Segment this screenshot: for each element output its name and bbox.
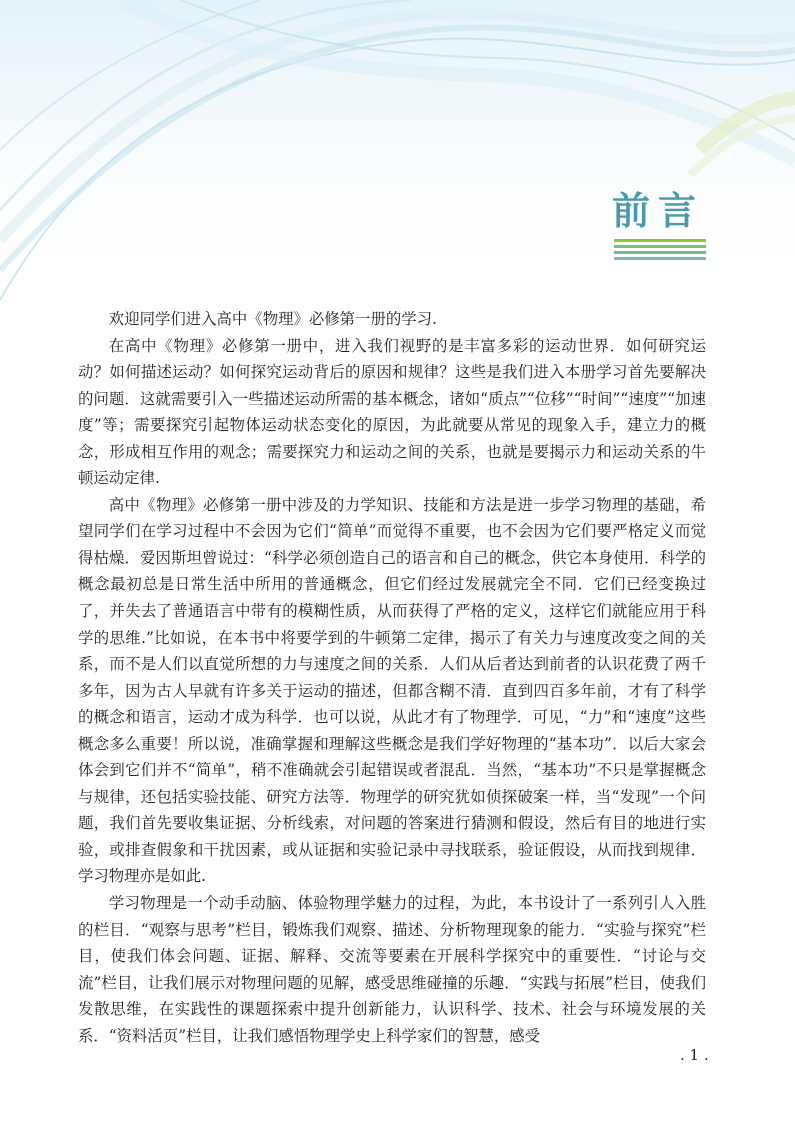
title-bar <box>614 251 706 254</box>
title-bar <box>614 245 706 248</box>
page-title: 前言 <box>612 189 705 233</box>
paragraph: 学习物理是一个动手动脑、体验物理学魅力的过程，为此，本书设计了一系列引人入胜的栏目．“观察与思考”栏目，锻炼我们观察、描述、分析物理现象的能力．“实验与探究”栏目，使我们体会问题、证据、解释、交流等要素在开展科学探究中的重要性．“讨论与交流”栏目，让我们展示对物理问题的见解，感受思维碰撞的乐趣．“实践与拓展”栏目，使我们发散思维，在实践性的课题探索中提升创新能力，认识科学、技术、社会与环境发展的关系．“资料活页”栏目，让我们感悟物理学史上科学家们的智慧，感受 <box>78 894 706 1045</box>
title-bar <box>614 257 706 260</box>
preface-body <box>78 306 706 1049</box>
header-decoration <box>0 0 795 310</box>
title-bar <box>614 239 706 242</box>
page-number: . 1 . <box>680 1046 709 1064</box>
title-underline-bars <box>614 239 706 263</box>
paragraph: 高中《物理》必修第一册中涉及的力学知识、技能和方法是进一步学习物理的基础，希望同学们在学习过程中不会因为它们“简单”而觉得不重要，也不会因为它们要严格定义而觉得枯燥．爱因斯坦曾说过：“科学必须创造自己的语言和自己的概念，供它本身使用．科学的概念最初总是日常生活中所用的普通概念，但它们经过发展就完全不同．它们已经变换过了，并失去了普通语言中带有的模糊性质，从而获得了严格的定义，这样它们就能应用于科学的思维.”比如说，在本书中将要学到的牛顿第二定律，揭示了有关力与速度改变之间的关系，而不是人们以直觉所想的力与速度之间的关系．人们从后者达到前者的认识花费了两千多年，因为古人早就有许多关于运动的描述，但都含糊不清．直到四百多年前，才有了科学的概念和语言，运动才成为科学．也可以说，从此才有了物理学．可见，“力”和“速度”这些概念多么重要！所以说，准确掌握和理解这些概念是我们学好物理的“基本功”．以后大家会体会到它们并不“简单”，稍不准确就会引起错误或者混乱．当然，“基本功”不只是掌握概念与规律，还包括实验技能、研究方法等．物理学的研究犹如侦探破案一样，当“发现”一个问题，我们首先要收集证据、分析线索，对问题的答案进行猜测和假设，然后有目的地进行实验，或排查假象和干扰因素，或从证据和实验记录中寻找联系，验证假设，从而找到规律．学习物理亦是如此. <box>78 495 706 886</box>
paragraph: 欢迎同学们进入高中《物理》必修第一册的学习. <box>108 310 437 328</box>
paragraph: 在高中《物理》必修第一册中，进入我们视野的是丰富多彩的运动世界．如何研究运动？如何描述运动？如何探究运动背后的原因和规律？这些是我们进入本册学习首先要解决的问题．这就需要引入一些描述运动所需的基本概念，诸如“质点”“位移”“时间”“速度”“加速度”等；需要探究引起物体运动状态变化的原因，为此就要从常见的现象入手，建立力的概念，形成相互作用的观念；需要探究力和运动之间的关系，也就是要揭示力和运动关系的牛顿运动定律. <box>78 336 706 488</box>
